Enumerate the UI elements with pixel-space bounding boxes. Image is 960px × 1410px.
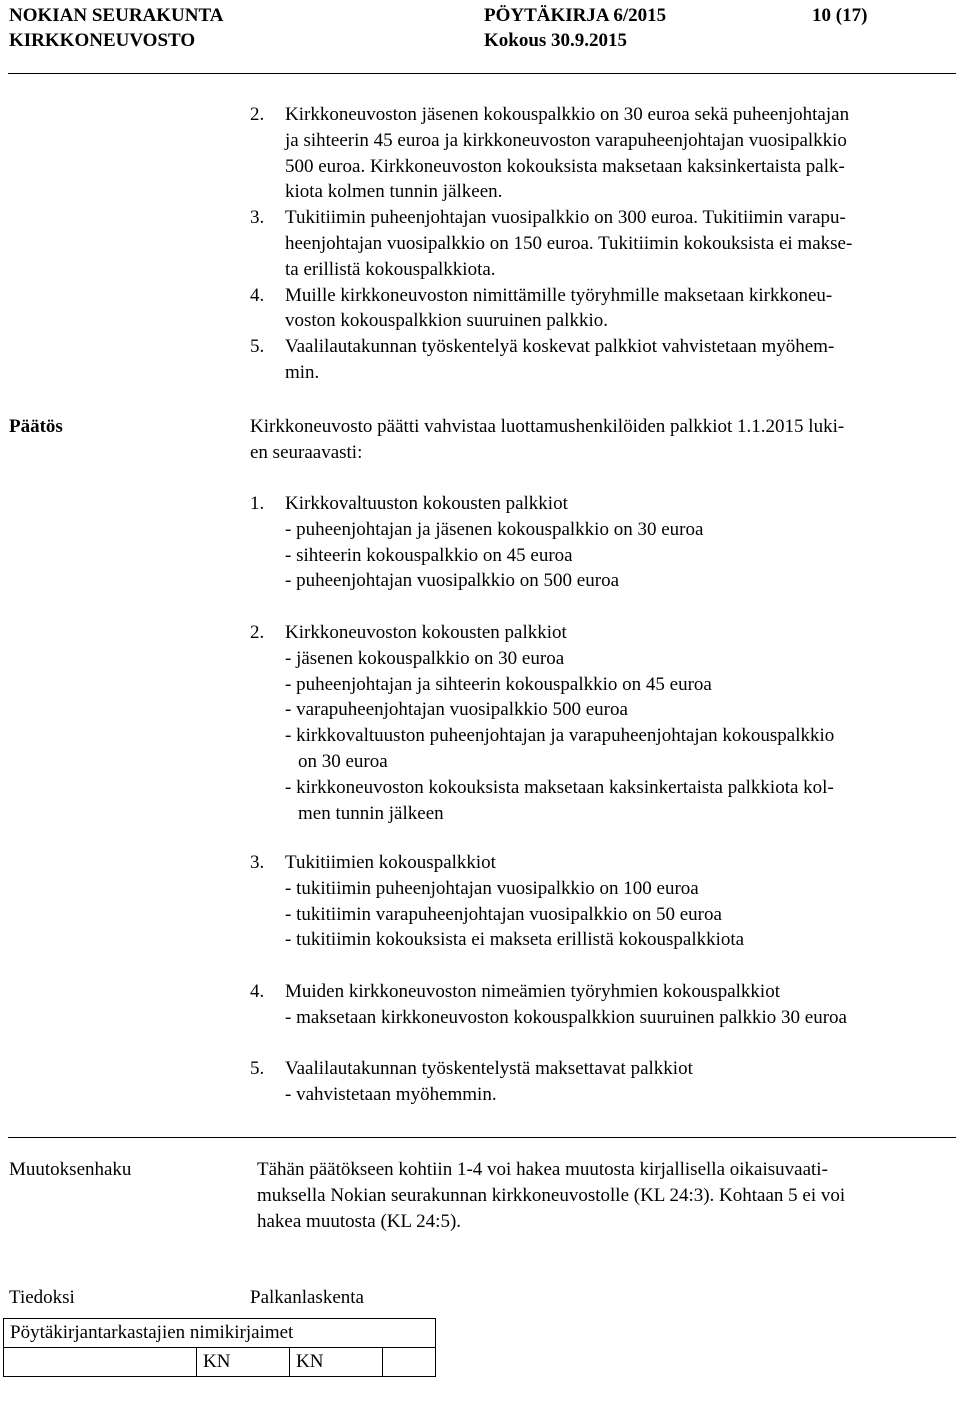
list-item: 500 euroa. Kirkkoneuvoston kokouksista maksetaan kaksinkertaista palk- [285, 155, 845, 177]
signature-initials: KN [197, 1348, 290, 1377]
appeal-line: muksella Nokian seurakunnan kirkkoneuvostolle (KL 24:3). Kohtaan 5 ei voi [257, 1184, 846, 1206]
intro-list [250, 102, 852, 386]
section-title: Kirkkoneuvoston kokousten palkkiot [285, 622, 567, 643]
section-rule [8, 1137, 956, 1138]
decision-intro [250, 414, 844, 466]
decision-label: Päätös [9, 416, 63, 437]
appeal-line: Tähän päätökseen kohtiin 1-4 voi hakea muutosta kirjallisella oikaisuvaati- [257, 1159, 828, 1180]
decision-text: en seuraavasti: [250, 441, 363, 463]
list-item: on 30 euroa [298, 750, 388, 772]
section-title: Vaalilautakunnan työskentelystä maksettavat palkkiot [285, 1058, 693, 1079]
signature-initials: KN [290, 1348, 383, 1377]
list-item: - jäsenen kokouspalkkio on 30 euroa [285, 647, 565, 669]
decision-section-1: 1. Kirkkovaltuuston kokousten palkkiot - puheenjohtajan ja jäsenen kokouspalkkio on 30 euroa - sihteerin kokouspalkkio on 45 euroa - puheenjohtajan vuosipalkkio on 500 euroa [250, 493, 704, 592]
section-title: Kirkkovaltuuston kokousten palkkiot [285, 493, 568, 514]
section-title: Tukitiimien kokouspalkkiot [285, 852, 496, 873]
page-number: 10 (17) [812, 5, 868, 26]
info-label: Tiedoksi [9, 1287, 75, 1308]
document-title: PÖYTÄKIRJA 6/2015 [484, 5, 667, 26]
list-item: voston kokouspalkkion suuruinen palkkio. [285, 310, 608, 332]
list-item: ta erillistä kokouspalkkiota. [285, 258, 496, 280]
list-item: - maksetaan kirkkoneuvoston kokouspalkkion suuruinen palkkio 30 euroa [285, 1006, 847, 1028]
list-item: - tukitiimin varapuheenjohtajan vuosipalkkio on 50 euroa [285, 903, 722, 925]
list-item: 5. Vaalilautakunnan työskentelyä koskevat palkkiot vahvistetaan myöhem- [250, 336, 835, 358]
decision-section-2: 2. Kirkkoneuvoston kokousten palkkiot - jäsenen kokouspalkkio on 30 euroa - puheenjohtajan ja sihteerin kokouspalkkio on 45 euroa - varapuheenjohtajan vuosipalkkio 500 euroa - kirkkovaltuuston puheenjohtajan ja varapuheenjohtajan kokouspalkkio on 30 euroa - kirkkoneuvoston kokouksista maksetaan kaksinkertaista palkkiota kol- men tunnin jälkeen [250, 622, 835, 824]
decision-section-4: 4. Muiden kirkkoneuvoston nimeämien työryhmien kokouspalkkiot - maksetaan kirkkoneuvoston kokouspalkkion suuruinen palkkio 30 euroa [250, 981, 847, 1028]
list-item: min. [285, 361, 320, 383]
list-item: - kirkkoneuvoston kokouksista maksetaan kaksinkertaista palkkiota kol- [285, 776, 834, 798]
section-title: Muiden kirkkoneuvoston nimeämien työryhmien kokouspalkkiot [285, 981, 780, 1002]
list-item: - vahvistetaan myöhemmin. [285, 1083, 497, 1105]
signature-table [3, 1318, 436, 1377]
meeting-date: Kokous 30.9.2015 [484, 30, 628, 51]
org-name: NOKIAN SEURAKUNTA [9, 5, 224, 26]
list-item: 2. Kirkkoneuvoston jäsenen kokouspalkkio on 30 euroa sekä puheenjohtajan [250, 104, 850, 125]
list-item: 3. Tukitiimin puheenjohtajan vuosipalkkio on 300 euroa. Tukitiimin varapu- [250, 207, 846, 229]
decision-section-5: 5. Vaalilautakunnan työskentelystä maksettavat palkkiot - vahvistetaan myöhemmin. [250, 1058, 693, 1105]
list-item: - varapuheenjohtajan vuosipalkkio 500 euroa [285, 699, 628, 721]
list-item: ja sihteerin 45 euroa ja kirkkoneuvoston varapuheenjohtajan vuosipalkkio [285, 129, 847, 151]
body-name: KIRKKONEUVOSTO [9, 30, 196, 51]
appeal-text [257, 1157, 845, 1234]
list-item: - puheenjohtajan ja jäsenen kokouspalkkio on 30 euroa [285, 518, 704, 540]
info-value: Palkanlaskenta [250, 1287, 364, 1308]
list-item: - tukitiimin kokouksista ei makseta erillistä kokouspalkkiota [285, 929, 745, 951]
header-rule [8, 73, 956, 74]
list-item: - puheenjohtajan ja sihteerin kokouspalkkio on 45 euroa [285, 673, 712, 695]
list-item: - tukitiimin puheenjohtajan vuosipalkkio on 100 euroa [285, 877, 699, 899]
list-item: men tunnin jälkeen [298, 802, 444, 824]
list-item: heenjohtajan vuosipalkkio on 150 euroa. Tukitiimin kokouksista ei makse- [285, 232, 853, 254]
decision-text: Kirkkoneuvosto päätti vahvistaa luottamushenkilöiden palkkiot 1.1.2015 luki- [250, 416, 845, 437]
appeal-line: hakea muutosta (KL 24:5). [257, 1210, 462, 1232]
list-item: 4. Muille kirkkoneuvoston nimittämille työryhmille maksetaan kirkkoneu- [250, 284, 833, 306]
list-item: - kirkkovaltuuston puheenjohtajan ja varapuheenjohtajan kokouspalkkio [285, 725, 835, 747]
appeal-label: Muutoksenhaku [9, 1159, 132, 1180]
signature-label: Pöytäkirjantarkastajien nimikirjaimet [4, 1319, 436, 1348]
decision-section-3: 3. Tukitiimien kokouspalkkiot - tukitiimin puheenjohtajan vuosipalkkio on 100 euroa - tukitiimin varapuheenjohtajan vuosipalkkio on 50 euroa - tukitiimin kokouksista ei makseta erillistä kokouspalkkiota [250, 852, 745, 951]
list-item: kiota kolmen tunnin jälkeen. [285, 181, 503, 203]
list-item: - sihteerin kokouspalkkio on 45 euroa [285, 544, 573, 566]
list-item: - puheenjohtajan vuosipalkkio on 500 euroa [285, 570, 620, 592]
